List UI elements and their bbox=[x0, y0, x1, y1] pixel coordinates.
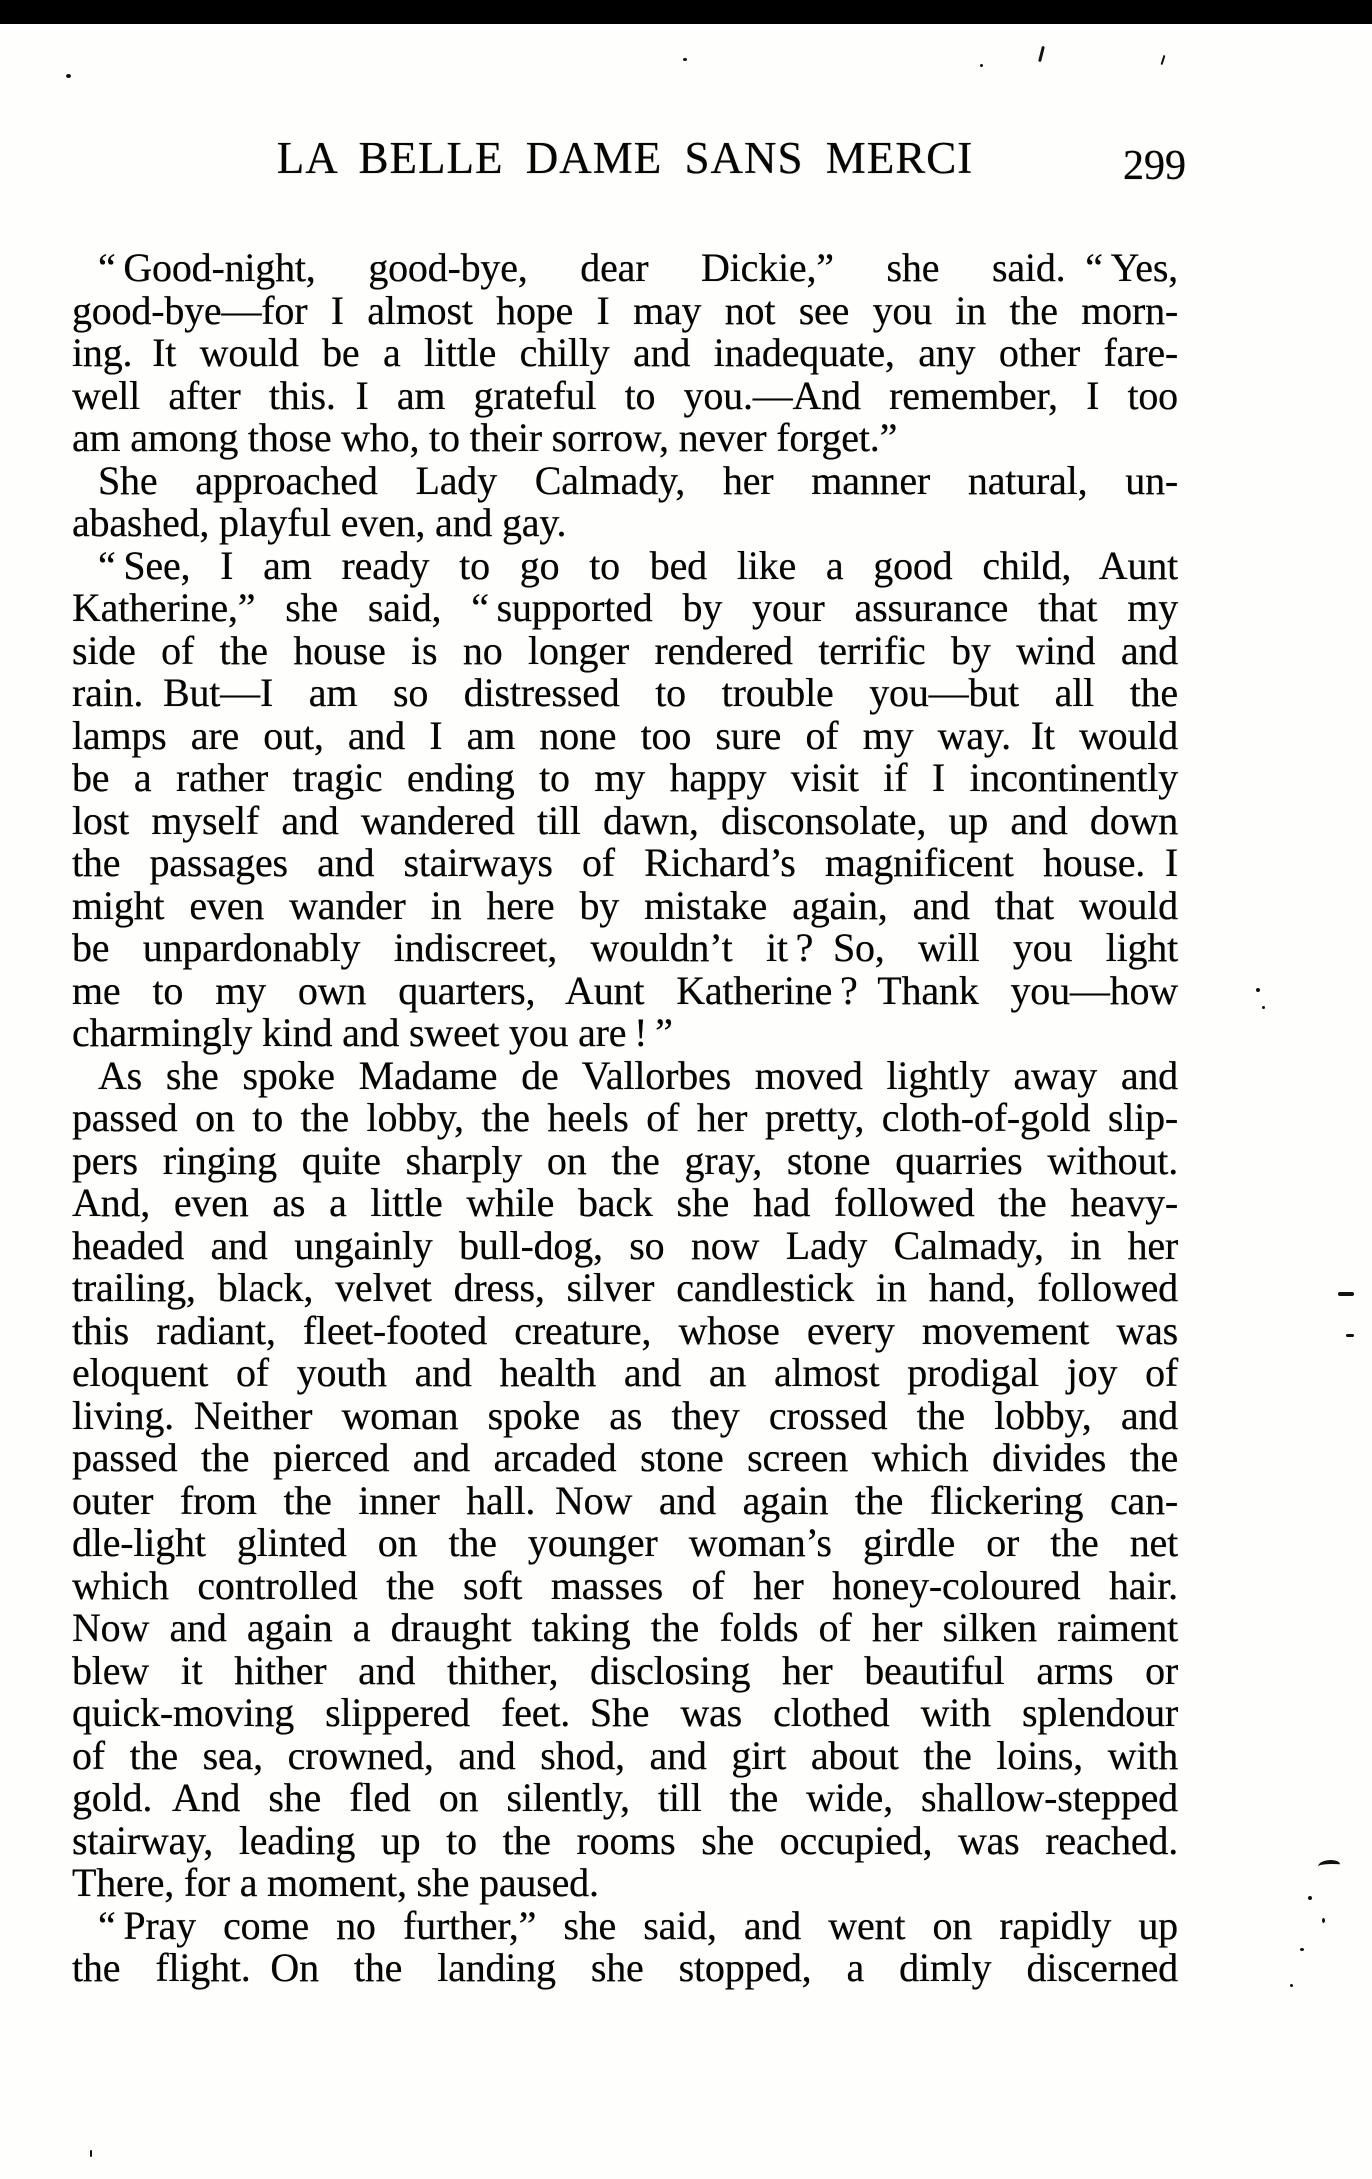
text-line: which controlled the soft masses of her honey-coloured hair. bbox=[72, 1562, 1178, 1608]
text-line: well after this. I am grateful to you.—And remember, I too bbox=[72, 372, 1178, 418]
text-line: lost myself and wandered till dawn, disconsolate, up and down bbox=[72, 797, 1178, 843]
scan-speck bbox=[1338, 1292, 1354, 1296]
text-line: blew it hither and thither, disclosing her beautiful arms or bbox=[72, 1647, 1178, 1693]
text-line: lamps are out, and I am none too sure of my way. It would bbox=[72, 712, 1178, 758]
scan-speck bbox=[1038, 46, 1045, 62]
text-line: As she spoke Madame de Vallorbes moved lightly away and bbox=[98, 1052, 1178, 1098]
text-line: eloquent of youth and health and an almost prodigal joy of bbox=[72, 1350, 1178, 1395]
scan-speck bbox=[683, 58, 687, 61]
text-line: the flight. On the landing she stopped, a dimly discerned bbox=[72, 1945, 1178, 1990]
text-line: outer from the inner hall. Now and again the flickering can- bbox=[72, 1477, 1178, 1523]
text-line: “ Good-night, good-bye, dear Dickie,” she said. “ Yes, bbox=[98, 245, 1178, 290]
text-line: ing. It would be a little chilly and inadequate, any other fare- bbox=[72, 330, 1178, 375]
text-line: be a rather tragic ending to my happy visit if I incontinently bbox=[72, 755, 1178, 800]
text-line: the passages and stairways of Richard’s magnificent house. I bbox=[72, 840, 1178, 885]
text-line: side of the house is no longer rendered terrific by wind and bbox=[72, 627, 1178, 673]
scan-speck bbox=[1262, 1006, 1265, 1009]
text-line: She approached Lady Calmady, her manner natural, un- bbox=[98, 457, 1178, 503]
text-line: Now and again a draught taking the folds of her silken raiment bbox=[72, 1605, 1178, 1650]
text-line: rain. But—I am so distressed to trouble you—but all the bbox=[72, 670, 1178, 715]
scan-speck bbox=[1290, 1984, 1293, 1987]
scan-speck bbox=[66, 74, 71, 78]
text-line: gold. And she fled on silently, till the wide, shallow-stepped bbox=[72, 1775, 1178, 1820]
running-head bbox=[72, 132, 1186, 202]
scan-speck bbox=[90, 2150, 92, 2157]
scan-speck bbox=[980, 64, 983, 67]
text-line: stairway, leading up to the rooms she occupied, was reached. bbox=[72, 1817, 1178, 1863]
scan-speck bbox=[1256, 988, 1260, 992]
scan-speck bbox=[1161, 55, 1166, 65]
text-line: headed and ungainly bull-dog, so now Lady Calmady, in her bbox=[72, 1222, 1178, 1268]
text-line: dle-light glinted on the younger woman’s girdle or the net bbox=[72, 1520, 1178, 1565]
text-line: There, for a moment, she paused. bbox=[72, 1860, 599, 1905]
text-line: of the sea, crowned, and shod, and girt about the loins, with bbox=[72, 1732, 1178, 1778]
text-line: living. Neither woman spoke as they crossed the lobby, and bbox=[72, 1392, 1178, 1438]
text-line: be unpardonably indiscreet, wouldn’t it ? So, will you light bbox=[72, 925, 1178, 970]
text-line: pers ringing quite sharply on the gray, stone quarries without. bbox=[72, 1137, 1178, 1183]
text-line: passed on to the lobby, the heels of her pretty, cloth-of-gold slip- bbox=[72, 1095, 1178, 1140]
scan-speck bbox=[1318, 1860, 1340, 1871]
body-text bbox=[72, 247, 1178, 1990]
text-line: And, even as a little while back she had followed the heavy- bbox=[72, 1180, 1178, 1225]
text-line: Katherine,” she said, “ supported by your assurance that my bbox=[72, 585, 1178, 630]
text-line: good-bye—for I almost hope I may not see you in the morn- bbox=[72, 287, 1178, 333]
running-head-title: LA BELLE DAME SANS MERCI bbox=[276, 133, 974, 183]
text-line: passed the pierced and arcaded stone screen which divides the bbox=[72, 1435, 1178, 1480]
text-line: “ See, I am ready to go to bed like a good child, Aunt bbox=[98, 542, 1178, 588]
text-line: am among those who, to their sorrow, never forget.” bbox=[72, 415, 898, 460]
scan-speck bbox=[1300, 1948, 1304, 1951]
text-line: trailing, black, velvet dress, silver candlestick in hand, followed bbox=[72, 1265, 1178, 1310]
text-line: me to my own quarters, Aunt Katherine ? Thank you—how bbox=[72, 967, 1178, 1013]
scan-artifact-top-band bbox=[0, 0, 1372, 24]
page-number: 299 bbox=[1123, 143, 1186, 189]
scan-speck bbox=[1308, 1896, 1312, 1900]
text-line: might even wander in here by mistake again, and that would bbox=[72, 882, 1178, 928]
scan-speck bbox=[1322, 1918, 1325, 1923]
text-line: quick-moving slippered feet. She was clothed with splendour bbox=[72, 1690, 1178, 1735]
text-line: this radiant, fleet-footed creature, whose every movement was bbox=[72, 1307, 1178, 1353]
text-line: abashed, playful even, and gay. bbox=[72, 500, 567, 545]
text-line: “ Pray come no further,” she said, and went on rapidly up bbox=[98, 1902, 1178, 1948]
scan-speck bbox=[1346, 1334, 1354, 1337]
text-line: charmingly kind and sweet you are ! ” bbox=[72, 1010, 673, 1055]
